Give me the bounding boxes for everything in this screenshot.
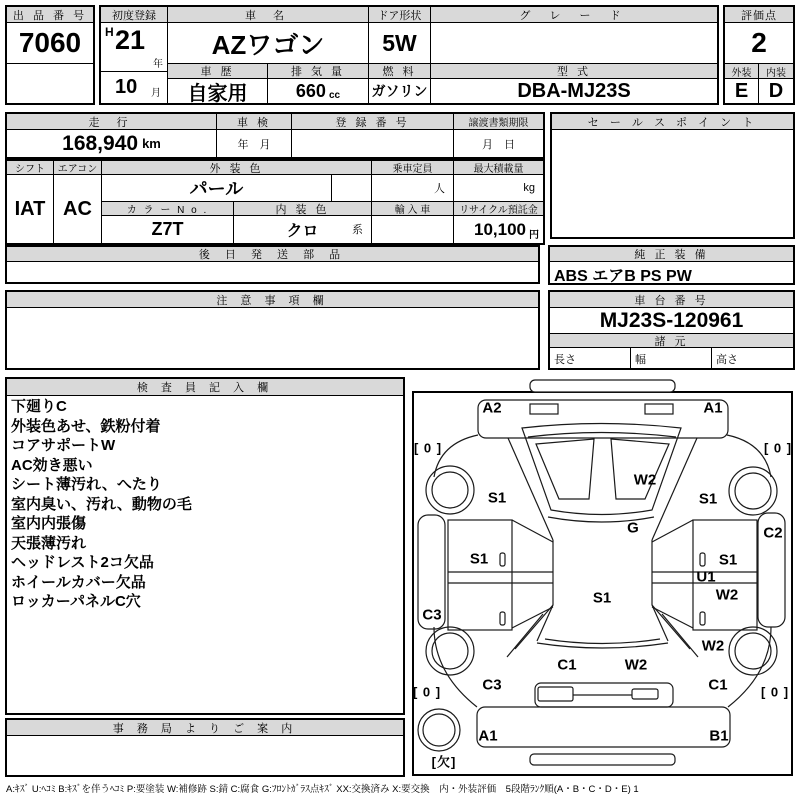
inspector-note-line: 室内臭い、汚れ、動物の毛 xyxy=(11,495,192,513)
mileage-box xyxy=(5,112,545,159)
auction-number-empty xyxy=(7,64,93,103)
inspector-note-line: ヘッドレスト2コ欠品 xyxy=(11,554,154,571)
car-name-value: AZワゴン xyxy=(168,23,369,64)
max-load-label: 最大積載量 xyxy=(454,161,543,175)
import-car-label: 輸 入 車 xyxy=(372,202,454,216)
oem-equipment-box xyxy=(548,245,795,285)
score-value: 2 xyxy=(725,23,793,64)
damage-code-label: [ 0 ] xyxy=(413,440,443,456)
color-no-label: カ ラ ー N o . xyxy=(102,202,234,216)
vehicle-info-box xyxy=(99,5,719,105)
damage-code-label: W2 xyxy=(624,656,648,674)
damage-code-label: [ 0 ] xyxy=(412,684,442,700)
capacity-label: 乗車定員 xyxy=(372,161,454,175)
damage-code-label: S1 xyxy=(487,489,507,507)
caution-label: 注 意 事 項 欄 xyxy=(7,292,538,308)
color-no-value: Z7T xyxy=(102,216,234,243)
transfer-docs-value: 月 日 xyxy=(482,138,515,151)
era-mark: H xyxy=(105,25,114,39)
first-registration-value xyxy=(101,23,168,103)
month-unit: 月 xyxy=(151,88,161,99)
specs-label: 諸 元 xyxy=(550,334,793,348)
history-label: 車 歴 xyxy=(168,64,268,79)
mileage-unit: km xyxy=(142,136,161,151)
recycle-label: リサイクル預託金 xyxy=(454,202,543,216)
sales-point-value xyxy=(552,130,793,237)
inspector-box xyxy=(5,377,405,715)
caution-value xyxy=(7,308,538,368)
history-value: 自家用 xyxy=(168,79,268,103)
oem-equipment-value: ABS エアB PS PW xyxy=(554,268,692,283)
fuel-label: 燃 料 xyxy=(369,64,431,79)
damage-code-label: C1 xyxy=(708,676,728,694)
interior-color-label: 内 装 色 xyxy=(234,202,372,216)
spec-height-label: 高さ xyxy=(716,354,738,366)
year-unit: 年 xyxy=(153,59,163,70)
mileage-value xyxy=(7,130,217,157)
aircon-value: AC xyxy=(54,175,102,243)
registration-value xyxy=(292,130,454,157)
inspector-note-line: 天張薄汚れ xyxy=(11,534,87,552)
score-box xyxy=(723,5,795,105)
auction-number-label: 出 品 番 号 xyxy=(7,7,93,23)
capacity-unit: 人 xyxy=(434,183,445,195)
model-code-value: DBA-MJ23S xyxy=(517,79,631,102)
damage-code-label: S1 xyxy=(592,589,612,607)
shift-label: シフト xyxy=(7,161,54,175)
damage-code-label: A1 xyxy=(478,727,498,745)
inspector-note-line: 外装色あせ、鉄粉付着 xyxy=(11,417,161,435)
exterior-grade-value: E xyxy=(725,79,759,103)
year-value: 21 xyxy=(115,25,146,55)
displacement-number: 660 xyxy=(295,80,326,101)
transfer-docs-label: 譲渡書類期限 xyxy=(454,114,543,130)
car-name-label: 車 名 xyxy=(168,7,369,23)
max-load-unit: kg xyxy=(523,182,535,194)
damage-code-label: U1 xyxy=(696,568,716,586)
damage-code-label: A1 xyxy=(703,399,723,417)
displacement-label: 排 気 量 xyxy=(268,64,369,79)
damage-code-label: C3 xyxy=(482,676,502,694)
damage-labels-layer xyxy=(410,373,795,779)
inspector-note-line: コアサポートW xyxy=(11,437,116,454)
inspector-note-line: 室内内張傷 xyxy=(11,515,87,532)
capacity-value xyxy=(372,175,454,202)
door-shape-label: ドア形状 xyxy=(369,7,431,23)
fuel-value: ガソリン xyxy=(369,79,431,103)
exterior-color-label: 外 装 色 xyxy=(102,161,372,175)
damage-code-label: [欠] xyxy=(431,754,457,770)
damage-code-label: G xyxy=(627,519,639,537)
auction-number-box xyxy=(5,5,95,105)
model-code-label: 型 式 xyxy=(431,64,717,79)
chassis-label: 車 台 番 号 xyxy=(550,292,793,308)
exterior-color-empty xyxy=(332,175,372,202)
grade-value xyxy=(431,23,717,64)
later-parts-box xyxy=(5,245,540,284)
office-label: 事 務 局 よ り ご 案 内 xyxy=(7,720,403,736)
later-parts-value xyxy=(7,262,538,282)
displacement-value xyxy=(268,79,369,103)
inspector-note-line: シート薄汚れ、へたり xyxy=(11,476,162,493)
sales-point-box xyxy=(550,112,795,239)
displacement-unit: cc xyxy=(328,90,341,101)
mileage-label: 走 行 xyxy=(7,114,217,130)
auction-number-value: 7060 xyxy=(7,23,93,64)
inspector-note-line: ロッカーパネルC穴 xyxy=(11,593,141,610)
damage-code-label: C3 xyxy=(422,606,442,624)
first-registration-year xyxy=(101,23,167,72)
interior-grade-value: D xyxy=(768,79,784,102)
mileage-number: 168,940 xyxy=(62,131,139,155)
first-registration-month xyxy=(101,72,167,103)
interior-color-name: クロ xyxy=(286,223,319,240)
month-value: 10 xyxy=(115,76,138,98)
inspector-label: 検 査 員 記 入 欄 xyxy=(7,379,403,396)
legend-text: A:ｷｽﾞ U:ﾍｺﾐ B:ｷｽﾞを伴うﾍｺﾐ P:要塗装 W:補修跡 S:錆 C:腐食 G:ﾌﾛﾝﾄｶﾞﾗｽ点ｷｽﾞ XX:交換済み X:要交換 内・外装評価 5段階ﾗﾝｸ順(A・B・C・D・E) 1 xyxy=(6,784,639,795)
recycle-value xyxy=(454,216,543,243)
interior-grade-label: 内装 xyxy=(759,64,793,79)
later-parts-label: 後 日 発 送 部 品 xyxy=(7,247,538,262)
oem-equipment-label: 純 正 装 備 xyxy=(550,247,793,262)
damage-code-label: [ 0 ] xyxy=(763,440,793,456)
damage-code-label: A2 xyxy=(482,399,502,417)
max-load-value xyxy=(454,175,543,202)
aircon-label: エアコン xyxy=(54,161,102,175)
damage-code-label: S1 xyxy=(698,490,718,508)
color-equipment-box xyxy=(5,159,545,245)
damage-code-label: S1 xyxy=(469,550,489,568)
shift-value: IAT xyxy=(7,175,54,243)
damage-code-label: S1 xyxy=(718,551,738,569)
import-car-value xyxy=(372,216,454,243)
door-shape-value: 5W xyxy=(369,23,431,64)
recycle-number: 10,100 xyxy=(474,219,526,239)
exterior-grade-label: 外装 xyxy=(725,64,759,79)
damage-code-label: [ 0 ] xyxy=(760,684,790,700)
sales-point-label: セ ー ル ス ポ イ ン ト xyxy=(552,114,793,130)
damage-code-label: W2 xyxy=(715,586,739,604)
damage-code-label: W2 xyxy=(701,637,725,655)
damage-code-label: C2 xyxy=(763,524,783,542)
registration-label: 登 録 番 号 xyxy=(292,114,454,130)
inspection-value: 年 月 xyxy=(217,130,292,157)
inspector-note-line: 下廻りC xyxy=(11,398,67,415)
damage-code-label: W2 xyxy=(633,471,657,489)
grade-label: グ レ ー ド xyxy=(431,7,717,23)
exterior-color-value: パール xyxy=(102,175,332,202)
spec-length-label: 長さ xyxy=(550,348,631,368)
caution-box xyxy=(5,290,540,370)
inspector-notes xyxy=(7,396,403,713)
recycle-unit: 円 xyxy=(529,230,539,241)
inspection-label: 車 検 xyxy=(217,114,292,130)
inspector-note-line: AC効き悪い xyxy=(11,456,93,474)
interior-color-value xyxy=(234,216,372,243)
damage-code-label: B1 xyxy=(709,727,729,745)
damage-code-label: C1 xyxy=(557,656,577,674)
interior-color-suffix: 系 xyxy=(352,224,363,236)
chassis-value: MJ23S-120961 xyxy=(550,308,793,334)
damage-diagram xyxy=(410,373,795,779)
office-value xyxy=(7,736,403,775)
first-registration-label: 初度登録 xyxy=(101,7,168,23)
chassis-box xyxy=(548,290,795,370)
spec-width-label: 幅 xyxy=(631,348,712,368)
score-label: 評価点 xyxy=(725,7,793,23)
office-box xyxy=(5,718,405,777)
inspector-note-line: ホイールカバー欠品 xyxy=(11,573,146,591)
